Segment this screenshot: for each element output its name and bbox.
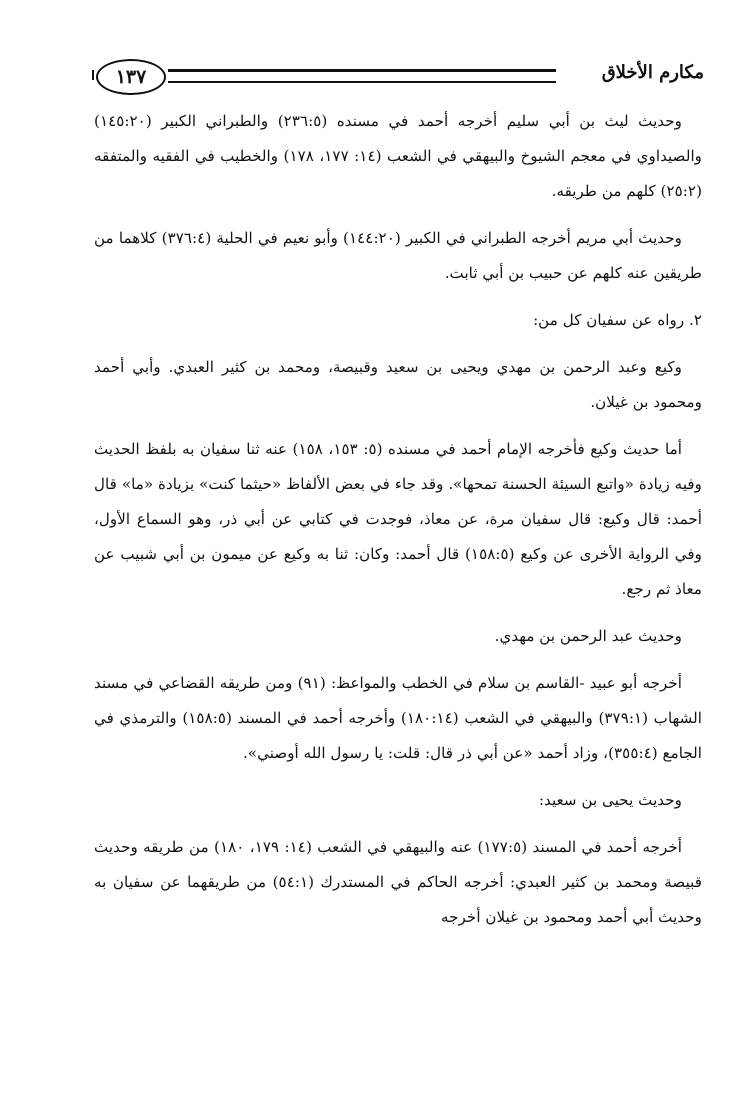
book-title: مكارم الأخلاق	[601, 62, 704, 83]
paragraph-abu-ubaid: أخرجه أبو عبيد -القاسم بن سلام في الخطب والمواعظ: (٩١) ومن طريقه القضاعي في مسند الشهاب (٣٧٩:١) والبيهقي في الشعب (١٨٠:١٤) وأخرجه أحمد في المسند (١٥٨:٥) والترمذي في الجامع (٣٥٥:٤)، وزاد أحمد «عن أبي ذر قال: قلت: يا رسول الله أوصني».	[94, 674, 702, 762]
paragraph-abdulrahman-heading: وحديث عبد الرحمن بن مهدي.	[494, 627, 682, 645]
paragraph-layth-hadith: وحديث ليث بن أبي سليم أخرجه أحمد في مسنده (٢٣٦:٥) والطبراني الكبير (١٤٥:٢٠) والصيداوي في معجم الشيوخ والبيهقي في الشعب (١٤: ١٧٧، ١٧٨) والخطيب في الفقيه والمتفقه (٢٥:٢) كلهم من طريقه.	[94, 112, 702, 200]
paragraph-abu-maryam-hadith: وحديث أبي مريم أخرجه الطبراني في الكبير (١٤٤:٢٠) وأبو نعيم في الحلية (٣٧٦:٤) كلاهما من طريقين عنه كلهم عن حبيب بن أبي ثابت.	[94, 229, 702, 282]
paragraph-waki-hadith: أما حديث وكيع فأخرجه الإمام أحمد في مسنده (٥: ١٥٣، ١٥٨) عنه ثنا سفيان به بلفظ الحديث وفيه زيادة «واتبع السيئة الحسنة تمحها». وقد جاء في بعض الألفاظ «حيثما كنت» بزيادة «ما» قال أحمد: قال وكيع: قال سفيان مرة، عن معاذ، فوجدت في كتابي عن أبي ذر، وهو السماع الأول، وفي الرواية الأخرى عن وكيع (١٥٨:٥) قال أحمد: وكان: ثنا به وكيع عن ميمون بن أبي شبيب عن معاذ ثم رجع.	[94, 440, 702, 598]
header-rule-thin	[168, 82, 556, 83]
paragraph-yahya-heading: وحديث يحيى بن سعيد:	[538, 791, 682, 809]
header-rule	[168, 69, 556, 82]
paragraph-numbered-point: ٢. رواه عن سفيان كل من:	[533, 311, 702, 329]
page-number: ١٣٧	[96, 59, 166, 95]
paragraph-ahmad-musnad: أخرجه أحمد في المسند (١٧٧:٥) عنه والبيهقي في الشعب (١٤: ١٧٩، ١٨٠) من طريقه وحديث قبيصة ومحمد بن كثير العبدي: أخرجه الحاكم في المستدرك (٥٤:١) من طريقهما عن سفيان به وحديث أبي أحمد ومحمود بن غيلان أخرجه	[94, 838, 702, 926]
body-text	[94, 104, 702, 935]
running-header	[92, 58, 704, 98]
paragraph-narrators-list: وكيع وعبد الرحمن بن مهدي ويحيى بن سعيد وقبيصة، ومحمد بن كثير العبدي. وأبي أحمد ومحمود بن غيلان.	[94, 358, 702, 411]
